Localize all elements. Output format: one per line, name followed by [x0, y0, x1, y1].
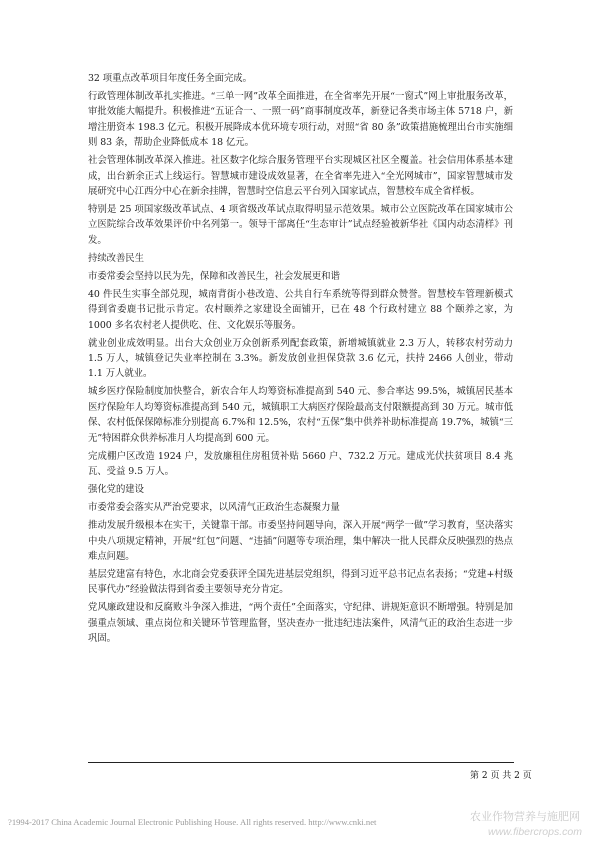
body-paragraph: 就业创业成效明显。出台大众创业万众创新系列配套政策，新增城镇就业 2.3 万人，转移农村劳动力 1.5 万人，城镇登记失业率控制在 3.3%。新发放创业担保贷款 3.6 亿元，扶持 2466 人创业，带动 1.1 万人就业。 — [88, 337, 513, 380]
section-heading: 强化党的建设 — [88, 484, 144, 496]
body-paragraph: 党风廉政建设和反腐败斗争深入推进，“两个责任”全面落实，守纪律、讲规矩意识不断增强。特别是加强重点领域、重点岗位和关键环节管理监督，坚决查办一批违纪违法案件，风清气正的政治生态进一步巩固。 — [88, 602, 513, 645]
body-paragraph: 社会管理体制改革深入推进。社区数字化综合服务管理平台实现城区社区全覆盖。社会信用体系基本建成，出台新余正式上线运行。智慧城市建设成效显著，在全省率先进入“全光网城市”，国家智慧城市发展研究中心江西分中心在新余挂牌，智慧时空信息云平台列入国家试点，智慧校车成全省样板。 — [88, 155, 513, 198]
watermark-text: 农业作物营养与施肥网 — [470, 810, 580, 823]
copyright-line: ?1994-2017 China Academic Journal Electronic Publishing House. All rights reserved. http://www.cnki.net — [8, 817, 377, 827]
page-number: 第 2 页 共 2 页 — [470, 771, 532, 781]
body-paragraph: 行政管理体制改革扎实推进。“三单一网”改革全面推进，在全省率先开展“一窗式”网上审批服务改革，审批效能大幅提升。积极推进“五证合一、一照一码”商事制度改革，新登记各类市场主体 5718 户，新增注册资本 198.3 亿元。积极开展降成本优环境专项行动，对照“省 80 条”政策措施梳理出台市实施细则 83 条，帮助企业降低成本 18 亿元。 — [88, 91, 513, 149]
section-heading: 持续改善民生 — [88, 252, 144, 264]
body-paragraph: 基层党建富有特色，水北商会党委获评全国先进基层党组织，得到习近平总书记点名表扬；“党建+村级民事代办”经验做法得到省委主要领导充分肯定。 — [88, 568, 513, 596]
footer-rule — [88, 762, 514, 763]
body-paragraph: 城乡医疗保险制度加快整合，新农合年人均筹资标准提高到 540 元、参合率达 99.5%，城镇居民基本医疗保险年人均筹资标准提高到 540 元，城镇职工大病医疗保险最高支付限额提高到 30 万元。城市低保、农村低保保障标准分别提高 6.7%和 12.5%，农村“五保”集中供养补助标准提高 19.7%，城镇“三无”特困群众供养标准月人均提高到 600 元。 — [88, 386, 513, 444]
body-paragraph: 推动发展升级根本在实干，关键靠干部。市委坚持问题导向，深入开展“两学一做”学习教育，坚决落实中央八项规定精神，开展“红包”问题、“违插”问题等专项治理，集中解决一批人民群众反映强烈的热点难点问题。 — [88, 520, 513, 562]
body-paragraph: 市委常委会坚持以民为先，保障和改善民生，社会发展更和谐 — [88, 270, 340, 282]
body-paragraph: 特别是 25 项国家级改革试点、4 项省级改革试点取得明显示范效果。城市公立医院改革在国家城市公立医院综合改革效果评价中名列第一。领导干部离任“生态审计”试点经验被新华社《国内动态清样》刊发。 — [88, 204, 513, 246]
body-paragraph: 40 件民生实事全部兑现，城南背街小巷改造、公共自行车系统等得到群众赞誉。智慧校车管理新模式得到省委鹿书记批示肯定。农村颐养之家建设全面铺开，已在 48 个行政村建立 88 个颐养之家，为 1000 多名农村老人提供吃、住、文化娱乐等服务。 — [88, 288, 513, 331]
article-body — [88, 71, 513, 649]
watermark-url: www.fibercrops.com — [488, 826, 582, 838]
body-paragraph: 完成棚户区改造 1924 户，发放廉租住房租赁补贴 5660 户、732.2 万元。建成光伏扶贫项目 8.4 兆瓦、受益 9.5 万人。 — [88, 450, 513, 478]
body-paragraph: 32 项重点改革项目年度任务全面完成。 — [88, 73, 252, 84]
body-paragraph: 市委常委会落实从严治党要求，以风清气正政治生态凝聚力量 — [88, 502, 340, 514]
